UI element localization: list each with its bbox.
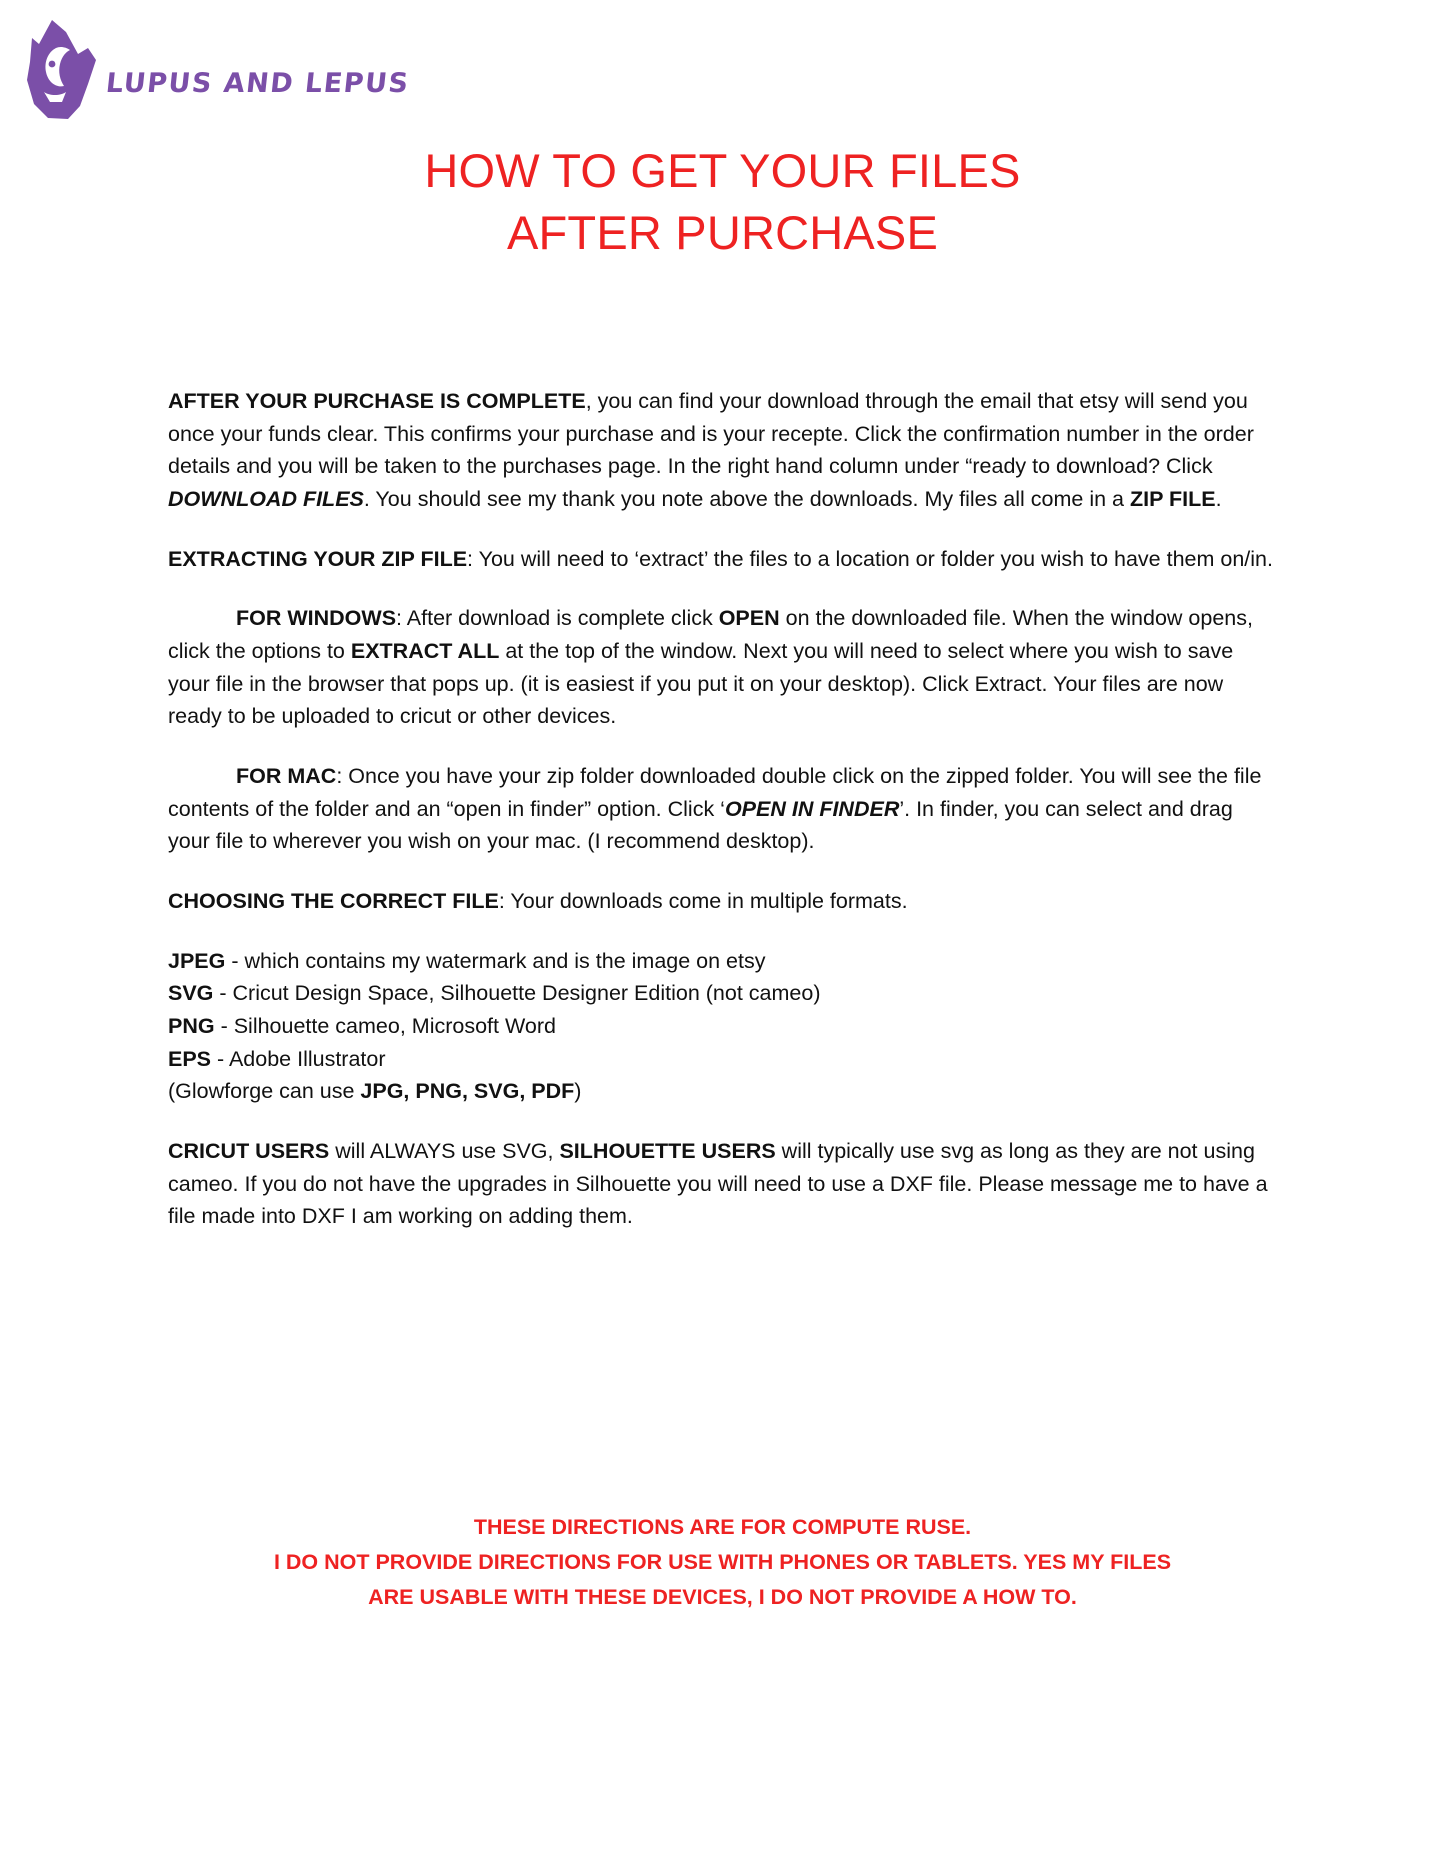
emph-zip-file: ZIP FILE (1129, 487, 1216, 512)
p1-text-c: . (1215, 487, 1222, 512)
paragraph-for-mac (168, 760, 1278, 858)
file-format-list (168, 945, 1278, 1108)
page-title (0, 140, 1445, 264)
p1-text-b: . You should see my thank you note above the downloads. My files all come in a (363, 487, 1130, 512)
glowforge-suffix: ) (574, 1079, 582, 1104)
format-name: JPEG (168, 948, 226, 973)
format-name: EPS (168, 1046, 212, 1071)
p6-text-a: will ALWAYS use SVG, (329, 1139, 560, 1164)
lead-extracting-zip: EXTRACTING YOUR ZIP FILE (168, 546, 468, 571)
brand-logo (22, 18, 409, 122)
paragraph-purchase-complete (168, 385, 1278, 516)
lead-for-mac: FOR MAC (236, 764, 337, 789)
glowforge-prefix: (Glowforge can use (168, 1079, 361, 1104)
p2-text: : You will need to ‘extract’ the files to a location or folder you wish to have them on/in. (467, 546, 1273, 571)
lead-for-windows: FOR WINDOWS (236, 606, 397, 631)
paragraph-choosing-file (168, 885, 1278, 918)
list-item (168, 977, 1278, 1010)
lead-cricut-users: CRICUT USERS (168, 1139, 330, 1164)
p4-text-b: ’. In finder, you can select and drag your file to wherever you wish on your mac. (I recommend desktop). (168, 796, 1233, 854)
footer-line-3: ARE USABLE WITH THESE DEVICES, I DO NOT PROVIDE A HOW TO. (368, 1584, 1077, 1609)
format-desc: - Cricut Design Space, Silhouette Designer Edition (not cameo) (213, 981, 821, 1006)
wolf-head-icon (22, 18, 100, 122)
lead-after-purchase: AFTER YOUR PURCHASE IS COMPLETE (168, 389, 586, 413)
list-item-glowforge (168, 1075, 1278, 1108)
document-body (168, 385, 1278, 1260)
lead-choosing-file: CHOOSING THE CORRECT FILE (168, 889, 499, 914)
list-item (168, 945, 1278, 978)
footer-notice (0, 1510, 1445, 1614)
brand-name: LUPUS AND LEPUS (104, 67, 411, 99)
p3-text-c: at the top of the window. Next you will need to select where you wish to save your file in the browser that pops up. (it is easiest if you put it on your desktop). Click Extract. Your files are now ready to be uploaded to cricut or other devices. (168, 639, 1234, 729)
lead-silhouette-users: SILHOUETTE USERS (559, 1139, 776, 1164)
format-desc: - which contains my watermark and is the image on etsy (225, 948, 766, 973)
p4-text-a: : Once you have your zip folder downloaded double click on the zipped folder. You will see the file contents of the folder and an “open in finder” option. Click ‘ (168, 764, 1262, 821)
p3-text-a: : After download is complete click (396, 606, 719, 631)
page-title-line-1: HOW TO GET YOUR FILES (424, 144, 1021, 197)
format-desc: - Adobe Illustrator (211, 1046, 386, 1071)
footer-line-1: THESE DIRECTIONS ARE FOR COMPUTE RUSE. (473, 1515, 972, 1539)
footer-line-2: I DO NOT PROVIDE DIRECTIONS FOR USE WITH PHONES OR TABLETS. YES MY FILES (273, 1549, 1172, 1574)
list-item (168, 1043, 1278, 1076)
format-name: PNG (168, 1014, 215, 1039)
p3-text-b: on the downloaded file. When the window opens, click the options to (168, 606, 1253, 664)
paragraph-for-windows (168, 602, 1278, 733)
paragraph-cricut-silhouette (168, 1135, 1278, 1233)
p5-text: : Your downloads come in multiple formats. (498, 889, 908, 914)
paragraph-extracting-zip (168, 543, 1278, 576)
format-name: SVG (168, 981, 214, 1006)
emph-open-in-finder: OPEN IN FINDER (724, 796, 900, 821)
list-item (168, 1010, 1278, 1043)
p1-text-a: , you can find your download through the email that etsy will send you once your funds clear. This confirms your purchase and is your recepte. Click the confirmation number in the order details and you will be taken to the purchases page. In the right hand column under “ready to download? Click (168, 389, 1254, 479)
glowforge-formats: JPG, PNG, SVG, PDF (360, 1079, 575, 1104)
emph-download-files: DOWNLOAD FILES (168, 487, 364, 512)
page-title-line-2: AFTER PURCHASE (506, 206, 939, 260)
emph-extract-all: EXTRACT ALL (350, 639, 500, 664)
format-desc: - Silhouette cameo, Microsoft Word (214, 1014, 556, 1039)
p6-text-b: will typically use svg as long as they are not using cameo. If you do not have the upgrades in Silhouette you will need to use a DXF file. Please message me to have a file made into DXF I am working on adding them. (168, 1139, 1268, 1229)
emph-open: OPEN (718, 606, 780, 631)
